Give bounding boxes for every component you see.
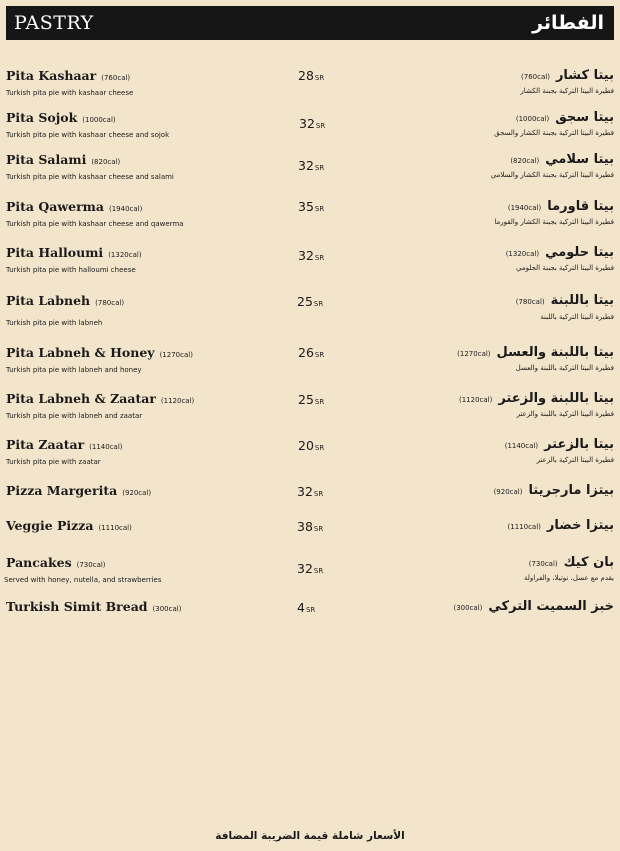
section-title-ar: الفطائر	[532, 12, 604, 34]
item-name	[6, 483, 286, 501]
menu-item-ar	[334, 110, 614, 138]
calorie-label-ar: (920cal)	[493, 488, 523, 496]
item-price	[297, 484, 323, 502]
item-description: Turkish pita pie with labneh	[6, 319, 103, 327]
item-name-ar-text: بيتا بالزعتر	[544, 437, 614, 452]
item-description-ar: فطيرة البيتا التركية باللبنة والعسل	[515, 364, 614, 372]
menu-item-en	[6, 293, 286, 328]
menu-item-en	[6, 391, 286, 421]
currency-label: SR	[314, 444, 325, 452]
item-name-text: Turkish Simit Bread	[6, 599, 148, 614]
calorie-label: (820cal)	[91, 158, 121, 166]
item-name-text: Pancakes	[6, 555, 72, 570]
item-name	[6, 345, 286, 363]
item-name	[6, 437, 286, 455]
item-description: Turkish pita pie with kashaar cheese and sojok	[6, 131, 170, 139]
menu-item-ar	[334, 68, 614, 96]
calorie-label-ar: (1000cal)	[515, 115, 550, 123]
item-price	[297, 600, 315, 618]
item-name-ar-text: بيتا باللبنة والعسل	[496, 345, 614, 360]
currency-label: SR	[314, 205, 325, 213]
item-name	[6, 199, 286, 217]
item-name-text: Pita Qawerma	[6, 199, 104, 214]
item-name-ar	[334, 437, 614, 454]
item-price	[298, 248, 324, 266]
item-description: Turkish pita pie with kashaar cheese	[6, 89, 134, 97]
item-name-text: Pita Sojok	[6, 110, 78, 125]
item-name	[6, 245, 286, 263]
menu-item-en	[6, 110, 286, 140]
item-description-ar: فطيرة البيتا التركية بجبنة الكشار والسجق	[494, 129, 614, 137]
menu-item-en	[6, 518, 286, 536]
vat-notice: الأسعار شاملة قيمة الضريبة المضافة	[215, 830, 405, 842]
price-value: 38	[297, 519, 313, 534]
price-value: 32	[297, 561, 313, 576]
price-value: 32	[298, 248, 314, 263]
price-value: 32	[299, 116, 315, 131]
item-name-ar-text: بيتا حلومي	[545, 245, 614, 260]
item-price	[299, 116, 325, 134]
item-description-ar: فطيرة البيتا التركية بجبنة الكشار والقورما	[494, 218, 614, 226]
item-name-text: Pita Kashaar	[6, 68, 97, 83]
item-description: Turkish pita pie with kashaar cheese and salami	[6, 173, 174, 181]
menu-item-en	[6, 437, 286, 467]
item-name-ar	[334, 345, 614, 362]
item-name-ar-text: بان كيك	[563, 555, 614, 570]
item-name-ar	[334, 391, 614, 408]
item-description-ar: فطيرة البيتا التركية بجبنة الكشار والسلامي	[490, 171, 614, 179]
item-description: Turkish pita pie with halloumi cheese	[6, 266, 136, 274]
calorie-label-ar: (1940cal)	[507, 204, 542, 212]
currency-label: SR	[305, 606, 316, 614]
calorie-label: (920cal)	[122, 489, 152, 497]
item-price	[298, 68, 324, 86]
item-description: Served with honey, nutella, and strawberries	[4, 576, 162, 584]
calorie-label-ar: (1120cal)	[458, 396, 493, 404]
item-name-ar-text: خبز السميت التركي	[488, 599, 614, 614]
price-value: 35	[298, 199, 314, 214]
item-description-ar: فطيرة البيتا التركية باللبنة والزعتر	[516, 410, 614, 418]
item-description-ar: يقدم مع عسل، نوتيلا، والفراولة	[524, 574, 614, 582]
item-name	[6, 110, 286, 128]
calorie-label-ar: (780cal)	[515, 298, 545, 306]
calorie-label-ar: (1110cal)	[507, 523, 541, 531]
currency-label: SR	[313, 567, 324, 575]
menu-item-ar	[334, 152, 614, 180]
menu-item-ar	[334, 555, 614, 583]
price-value: 32	[298, 158, 314, 173]
menu-item-en	[6, 555, 286, 585]
item-name-ar-text: بيتا قاورما	[547, 199, 614, 214]
item-name-text: Pizza Margerita	[6, 483, 118, 498]
item-name-ar	[334, 518, 614, 535]
calorie-label-ar: (820cal)	[510, 157, 540, 165]
menu-item-en	[6, 152, 286, 182]
item-name-text: Pita Labneh & Honey	[6, 345, 155, 360]
currency-label: SR	[314, 398, 325, 406]
calorie-label: (780cal)	[95, 299, 125, 307]
currency-label: SR	[314, 74, 325, 82]
item-name-ar	[334, 68, 614, 85]
item-name	[6, 68, 286, 86]
currency-label: SR	[313, 490, 324, 498]
item-name-ar	[334, 152, 614, 169]
menu-item-ar	[334, 599, 614, 616]
currency-label: SR	[313, 525, 324, 533]
section-title-en: PASTRY	[14, 12, 94, 34]
price-value: 25	[297, 294, 313, 309]
item-description: Turkish pita pie with zaatar	[6, 458, 101, 466]
item-name-ar-text: بيتزا خضار	[546, 518, 614, 533]
calorie-label: (730cal)	[76, 561, 106, 569]
menu-item-en	[6, 483, 286, 501]
item-name	[6, 555, 286, 573]
calorie-label: (1000cal)	[82, 116, 116, 124]
item-price	[297, 519, 323, 537]
calorie-label: (1120cal)	[160, 397, 195, 405]
item-name-ar-text: بيتزا مارجريتا	[528, 483, 614, 498]
item-description: Turkish pita pie with labneh and honey	[6, 366, 142, 374]
currency-label: SR	[313, 300, 324, 308]
calorie-label: (1140cal)	[89, 443, 123, 451]
item-description: Turkish pita pie with kashaar cheese and qawerma	[6, 220, 184, 228]
calorie-label: (1320cal)	[108, 251, 142, 259]
menu-item-en	[6, 599, 286, 617]
item-name	[6, 293, 286, 311]
price-value: 25	[298, 392, 314, 407]
item-price	[298, 199, 324, 217]
item-name-ar-text: بيتا باللبنة والزعتر	[498, 391, 614, 406]
item-name-ar-text: بيتا سجق	[555, 110, 614, 125]
item-description-ar: فطيرة البيتا التركية بالزعتر	[536, 456, 614, 464]
menu-section-header	[6, 6, 614, 40]
item-name	[6, 152, 286, 170]
calorie-label: (760cal)	[101, 74, 131, 82]
item-name-text: Pita Zaatar	[6, 437, 85, 452]
item-name	[6, 599, 286, 617]
price-value: 26	[298, 345, 314, 360]
item-name-text: Pita Halloumi	[6, 245, 104, 260]
currency-label: SR	[314, 254, 325, 262]
calorie-label-ar: (300cal)	[453, 604, 483, 612]
item-name-ar	[334, 555, 614, 572]
price-value: 28	[298, 68, 314, 83]
calorie-label-ar: (1140cal)	[504, 442, 539, 450]
item-price	[298, 158, 324, 176]
item-name-text: Pita Labneh & Zaatar	[6, 391, 156, 406]
menu-item-ar	[334, 293, 614, 322]
price-value: 20	[298, 438, 314, 453]
calorie-label-ar: (1270cal)	[457, 350, 491, 358]
menu-item-ar	[334, 483, 614, 500]
item-description: Turkish pita pie with labneh and zaatar	[6, 412, 143, 420]
item-description-ar: فطيرة البيتا التركية باللبنة	[540, 313, 614, 321]
item-name	[6, 518, 286, 536]
item-price	[298, 438, 324, 456]
item-description-ar: فطيرة البيتا التركية بجبنة الحلومي	[516, 264, 614, 272]
price-value: 32	[297, 484, 313, 499]
menu-item-en	[6, 199, 286, 229]
calorie-label-ar: (730cal)	[528, 560, 558, 568]
item-name-ar-text: بيتا كشار	[555, 68, 614, 83]
menu-item-en	[6, 345, 286, 375]
menu-item-ar	[334, 518, 614, 535]
calorie-label-ar: (1320cal)	[505, 250, 540, 258]
menu-item-ar	[334, 199, 614, 227]
item-name-text: Pita Labneh	[6, 293, 91, 308]
price-value: 4	[297, 600, 305, 615]
item-name-ar	[334, 245, 614, 262]
item-price	[297, 561, 323, 579]
item-name	[6, 391, 286, 409]
currency-label: SR	[314, 164, 325, 172]
calorie-label-ar: (760cal)	[521, 73, 550, 81]
calorie-label: (300cal)	[152, 605, 182, 613]
item-name-ar	[334, 483, 614, 500]
menu-item-ar	[334, 245, 614, 273]
item-price	[298, 345, 324, 363]
item-name-ar	[334, 599, 614, 616]
menu-item-ar	[334, 391, 614, 419]
item-name-text: Pita Salami	[6, 152, 87, 167]
item-name-ar	[334, 293, 614, 310]
item-name-ar-text: بيتا سلامي	[545, 152, 614, 167]
item-name-ar-text: بيتا باللبنة	[550, 293, 614, 308]
menu-item-en	[6, 245, 286, 275]
menu-item-ar	[334, 437, 614, 465]
currency-label: SR	[315, 122, 326, 130]
item-name-text: Veggie Pizza	[6, 518, 94, 533]
item-name-ar	[334, 110, 614, 127]
menu-item-ar	[334, 345, 614, 373]
item-price	[298, 392, 324, 410]
calorie-label: (1270cal)	[159, 351, 193, 359]
calorie-label: (1940cal)	[109, 205, 143, 213]
item-price	[297, 294, 323, 312]
item-name-ar	[334, 199, 614, 216]
menu-item-en	[6, 68, 286, 98]
item-description-ar: فطيرة البيتا التركية بجبنة الكشار	[520, 87, 614, 95]
calorie-label: (1110cal)	[98, 524, 132, 532]
currency-label: SR	[314, 351, 325, 359]
